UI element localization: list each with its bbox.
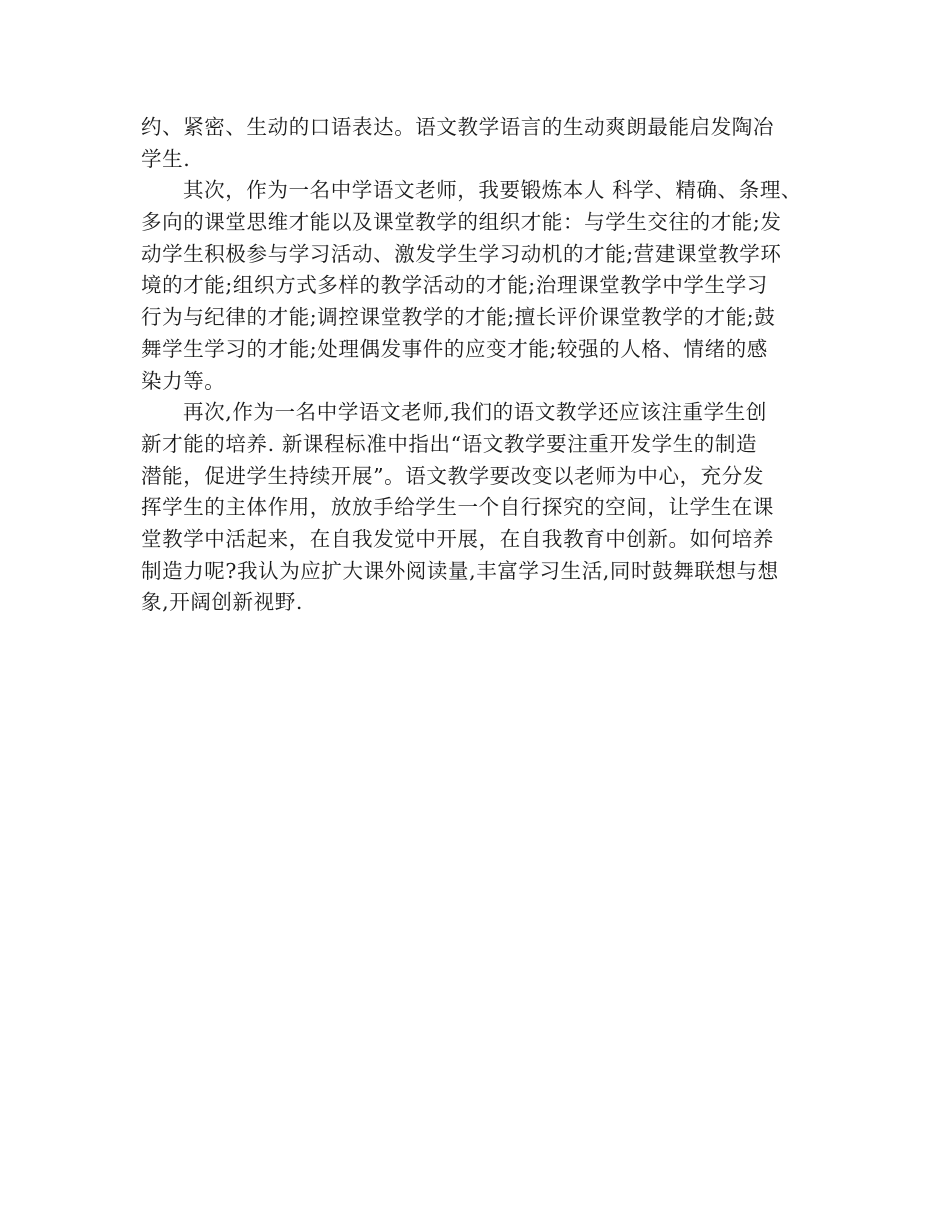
text-line: 制造力呢?我认为应扩大课外阅读量,丰富学习生活,同时鼓舞联想与想 [141,558,779,583]
text-line: 多向的课堂思维才能以及课堂教学的组织才能：与学生交往的才能;发 [141,210,782,235]
text-line: 堂教学中活起来，在自我发觉中开展，在自我教育中创新。如何培养 [141,526,774,551]
text-line: 其次，作为一名中学语文老师，我要锻炼本人 科学、精确、条理、 [183,178,803,203]
text-line: 境的才能;组织方式多样的教学活动的才能;治理课堂教学中学生学习 [141,273,768,298]
text-line: 再次,作为一名中学语文老师,我们的语文教学还应该注重学生创 [183,400,767,425]
text-line: 行为与纪律的才能;调控课堂教学的才能;擅长评价课堂教学的才能;鼓 [141,305,776,330]
text-line: 动学生积极参与学习活动、激发学生学习动机的才能;营建课堂教学环 [141,241,782,266]
text-line: 潜能，促进学生持续开展”。语文教学要改变以老师为中心，充分发 [141,463,764,488]
text-line: 染力等。 [141,368,226,393]
paragraph-3 [141,397,831,619]
text-line: 舞学生学习的才能;处理偶发事件的应变才能;较强的人格、情绪的感 [141,336,768,361]
text-line: 挥学生的主体作用，放放手给学生一个自行探究的空间，让学生在课 [141,495,774,520]
text-line: 象,开阔创新视野. [141,590,303,615]
paragraph-1 [141,112,831,175]
document-body [141,112,831,619]
paragraph-2 [141,175,831,397]
text-line: 学生. [141,146,191,171]
text-line: 新才能的培养. 新课程标准中指出“语文教学要注重开发学生的制造 [141,431,758,456]
text-line: 约、紧密、生动的口语表达。语文教学语言的生动爽朗最能启发陶冶 [141,115,774,139]
